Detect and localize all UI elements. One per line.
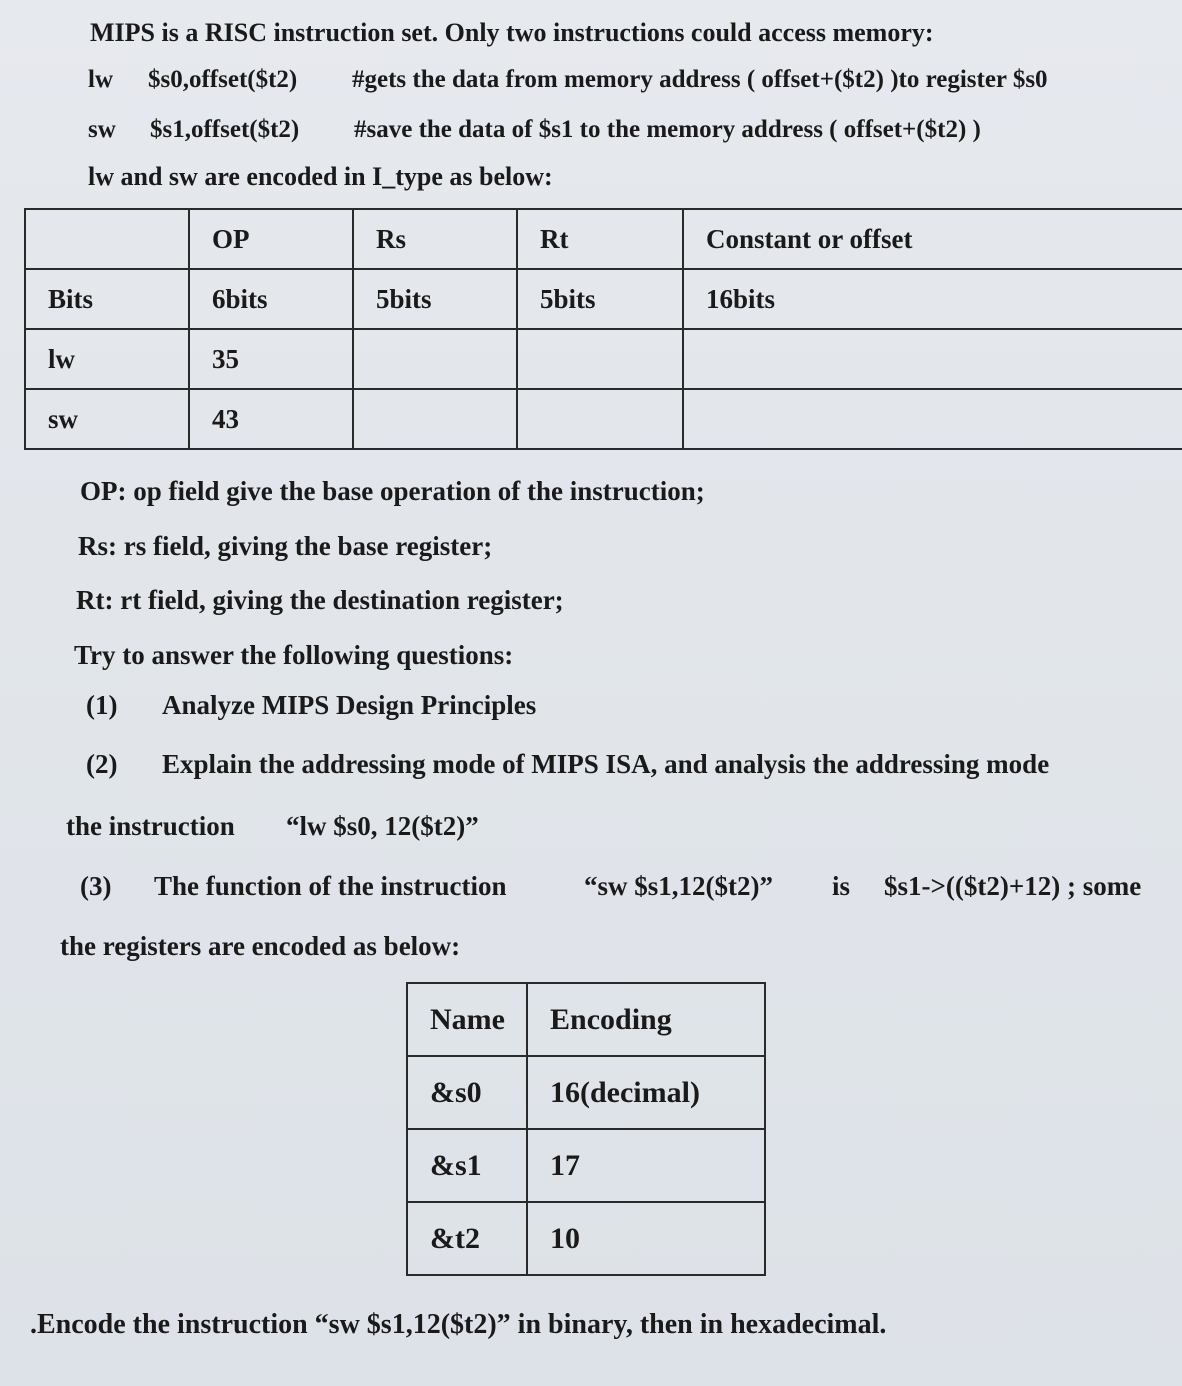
question-text: the instruction xyxy=(66,811,235,841)
table-cell: 5bits xyxy=(517,269,683,329)
table-cell: lw xyxy=(25,329,189,389)
table-cell xyxy=(353,329,517,389)
table-cell xyxy=(683,329,1182,389)
question-text: Analyze MIPS Design Principles xyxy=(162,690,537,720)
rs-note: Rs: rs field, giving the base register; xyxy=(78,531,493,561)
question-number: (3) xyxy=(80,871,112,901)
table-cell xyxy=(683,389,1182,449)
table-cell: 16(decimal) xyxy=(527,1056,765,1129)
table-cell: &s0 xyxy=(407,1056,527,1129)
final-question xyxy=(30,1309,886,1341)
table-cell: Bits xyxy=(25,269,189,329)
table-cell: 43 xyxy=(189,389,353,449)
table-cell: 10 xyxy=(527,1202,765,1275)
sw-description xyxy=(88,116,981,144)
question-3-continued: the registers are encoded as below: xyxy=(60,931,461,961)
sw-comment: #save the data of $s1 to the memory address ( offset+($t2) ) xyxy=(354,116,981,143)
question-text: The function of the instruction xyxy=(154,871,507,901)
header-cell: Name xyxy=(407,983,527,1056)
table-row xyxy=(25,389,1182,449)
lw-keyword: lw xyxy=(88,66,113,93)
sw-keyword: sw xyxy=(88,116,116,143)
question-number: (1) xyxy=(86,690,118,720)
table-row xyxy=(25,329,1182,389)
table-row xyxy=(407,1056,765,1129)
table-cell: &s1 xyxy=(407,1129,527,1202)
header-cell: OP xyxy=(189,209,353,269)
header-cell: Rs xyxy=(353,209,517,269)
questions-heading: Try to answer the following questions: xyxy=(74,640,514,670)
table-cell xyxy=(353,389,517,449)
table-cell: 6bits xyxy=(189,269,353,329)
table-cell: 5bits xyxy=(353,269,517,329)
bullet-mark: . xyxy=(30,1309,37,1340)
question-2 xyxy=(86,749,1049,780)
table-cell: 35 xyxy=(189,329,353,389)
lw-comment: #gets the data from memory address ( offset+($t2) )to register $s0 xyxy=(352,66,1048,93)
table-cell: sw xyxy=(25,389,189,449)
table-cell: 17 xyxy=(527,1129,765,1202)
table-row xyxy=(407,1202,765,1275)
lw-description xyxy=(88,66,1048,94)
table-row xyxy=(407,1129,765,1202)
header-cell: Rt xyxy=(517,209,683,269)
instruction-quote: “lw $s0, 12($t2)” xyxy=(286,811,479,841)
intro-line: MIPS is a RISC instruction set. Only two instructions could access memory: xyxy=(90,18,934,47)
question-text: is xyxy=(832,871,851,901)
table-header-row xyxy=(407,983,765,1056)
table-header-row xyxy=(25,209,1182,269)
header-cell: Encoding xyxy=(527,983,765,1056)
lw-args: $s0,offset($t2) xyxy=(148,66,298,93)
instruction-quote: “sw $s1,12($t2)” xyxy=(584,871,773,901)
sw-args: $s1,offset($t2) xyxy=(150,116,300,143)
table-row xyxy=(25,269,1182,329)
op-note: OP: op field give the base operation of the instruction; xyxy=(80,476,705,506)
question-1 xyxy=(86,690,536,721)
instruction-function: $s1->(($t2)+12) ; some xyxy=(884,871,1142,901)
question-number: (2) xyxy=(86,749,118,779)
encoding-intro: lw and sw are encoded in I_type as below: xyxy=(88,162,553,191)
header-cell: Constant or offset xyxy=(683,209,1182,269)
header-cell xyxy=(25,209,189,269)
table-cell xyxy=(517,329,683,389)
table-cell: 16bits xyxy=(683,269,1182,329)
table-cell: &t2 xyxy=(407,1202,527,1275)
rt-note: Rt: rt field, giving the destination register; xyxy=(76,585,564,615)
question-3 xyxy=(80,871,1141,902)
question-text: Explain the addressing mode of MIPS ISA, and analysis the addressing mode xyxy=(162,749,1050,779)
table-cell xyxy=(517,389,683,449)
itype-format-table xyxy=(24,208,1182,450)
question-text: Encode the instruction “sw $s1,12($t2)” in binary, then in hexadecimal. xyxy=(37,1309,887,1340)
question-2-continued xyxy=(66,811,479,842)
register-encoding-table xyxy=(406,982,766,1276)
